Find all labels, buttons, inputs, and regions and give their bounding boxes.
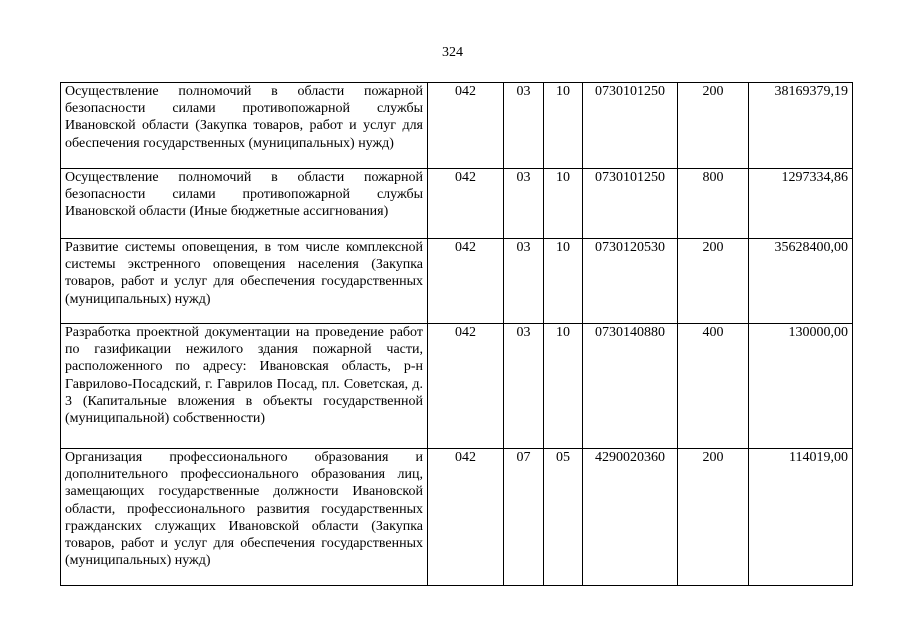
target-article-code: 0730101250 [583,83,678,169]
section-code: 03 [504,83,544,169]
grbs-code: 042 [428,169,504,239]
grbs-code: 042 [428,324,504,449]
table-row [61,169,853,239]
target-article-code: 0730140880 [583,324,678,449]
subsection-code: 10 [544,324,583,449]
amount-value: 35628400,00 [749,239,853,324]
grbs-code: 042 [428,83,504,169]
grbs-code: 042 [428,449,504,586]
target-article-code: 0730101250 [583,169,678,239]
row-description: Развитие системы оповещения, в том числе комплексной системы экстренного оповещения населения (Закупка товаров, работ и услуг для обеспечения государственных (муниципальных) нужд) [61,239,428,324]
expense-type-code: 800 [678,169,749,239]
row-description: Разработка проектной документации на проведение работ по газификации нежилого здания пожарной части, расположенного по адресу: Ивановская область, р-н Гаврилово-Посадский, г. Гаврилов Посад, пл. Советская, д. 3 (Капитальные вложения в объекты государственной (муниципальной) собственности) [61,324,428,449]
table-row [61,239,853,324]
subsection-code: 10 [544,239,583,324]
expense-type-code: 200 [678,449,749,586]
row-description: Организация профессионального образования и дополнительного профессионального образования лиц, замещающих государственные должности Ивановской области, профессионального развития государственных гражданских служащих Ивановской области (Закупка товаров, работ и услуг для обеспечения государственных (муниципальных) нужд) [61,449,428,586]
amount-value: 1297334,86 [749,169,853,239]
subsection-code: 10 [544,83,583,169]
amount-value: 114019,00 [749,449,853,586]
table-row [61,83,853,169]
section-code: 07 [504,449,544,586]
target-article-code: 4290020360 [583,449,678,586]
subsection-code: 10 [544,169,583,239]
expense-type-code: 200 [678,239,749,324]
table-row [61,324,853,449]
amount-value: 130000,00 [749,324,853,449]
expense-type-code: 200 [678,83,749,169]
target-article-code: 0730120530 [583,239,678,324]
row-description: Осуществление полномочий в области пожарной безопасности силами противопожарной службы Ивановской области (Иные бюджетные ассигнования) [61,169,428,239]
amount-value: 38169379,19 [749,83,853,169]
subsection-code: 05 [544,449,583,586]
section-code: 03 [504,239,544,324]
section-code: 03 [504,324,544,449]
table-row [61,449,853,586]
section-code: 03 [504,169,544,239]
row-description: Осуществление полномочий в области пожарной безопасности силами противопожарной службы Ивановской области (Закупка товаров, работ и услуг для обеспечения государственных (муниципальных) нужд) [61,83,428,169]
expense-type-code: 400 [678,324,749,449]
page-number: 324 [442,45,463,60]
budget-table [60,82,853,586]
grbs-code: 042 [428,239,504,324]
